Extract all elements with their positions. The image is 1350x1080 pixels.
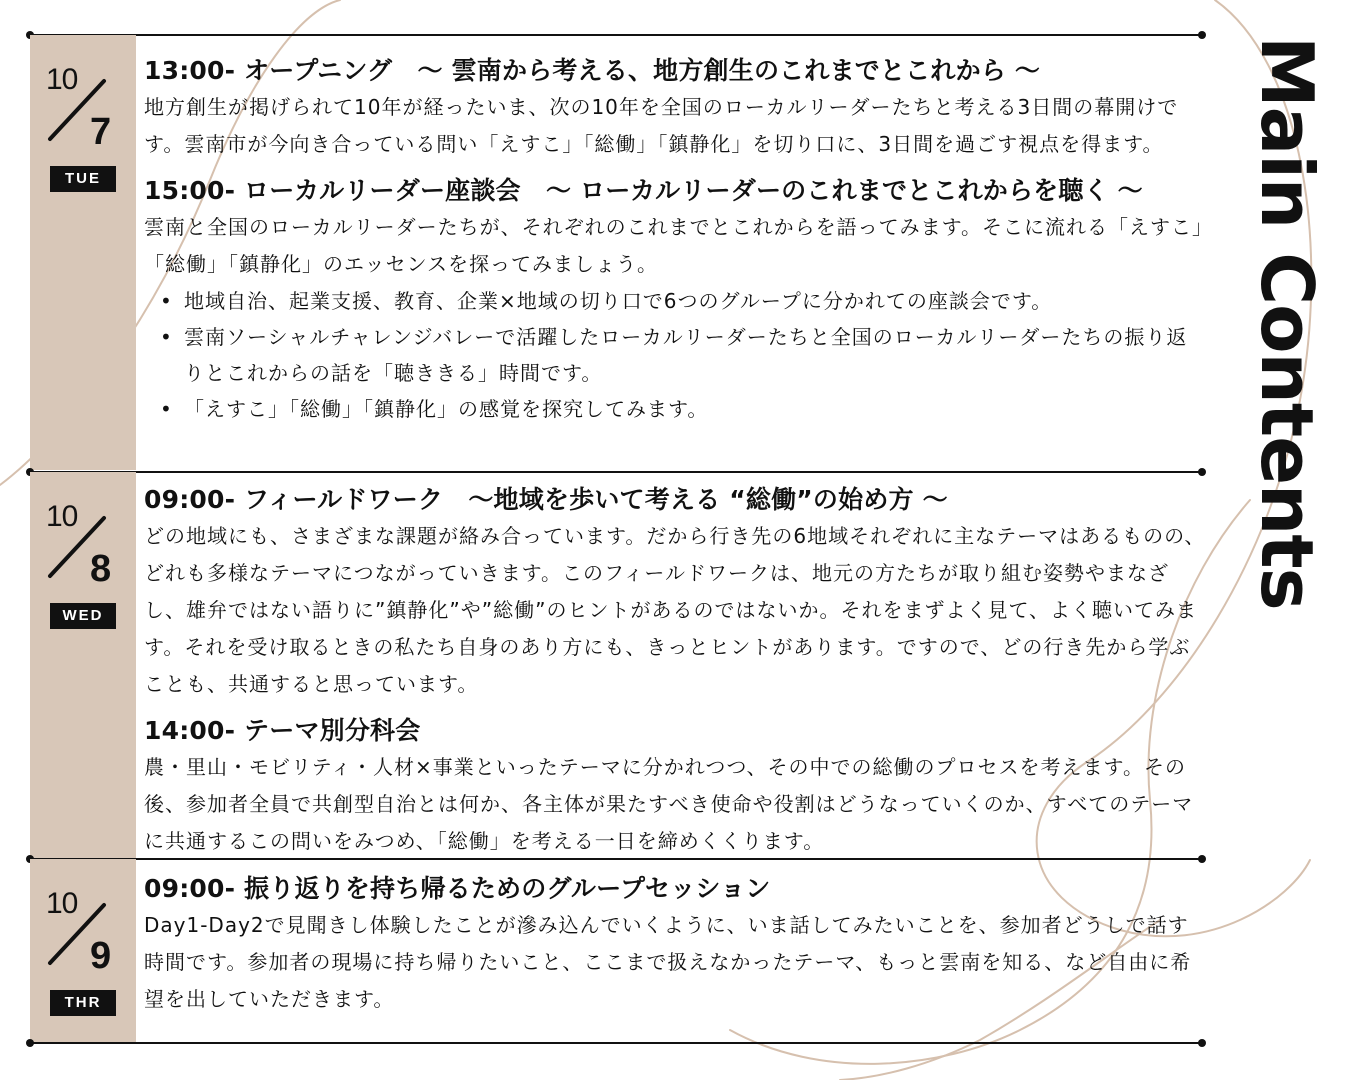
day-section-3 bbox=[30, 859, 1202, 1042]
session-description: Day1-Day2で見聞きし体験したことが滲み込んでいくように、いま話してみたいことを、参加者どうしで話す時間です。参加者の現場に持ち帰りたいこと、ここまで扱えなかったテーマ、もっと雲南を知る、など自由に希望を出していただきます。 bbox=[144, 913, 1192, 1011]
date-month: 10 bbox=[46, 887, 78, 920]
day-section-1 bbox=[30, 35, 1202, 470]
session-title: 14:00- テーマ別分科会 bbox=[144, 716, 421, 745]
day-of-week-badge: THR bbox=[50, 990, 116, 1016]
main-contents-heading: Main Contents bbox=[1245, 36, 1329, 610]
session-title: 13:00- オープニング ～ 雲南から考える、地方創生のこれまでとこれから ～ bbox=[144, 56, 1041, 85]
date-panel bbox=[30, 859, 136, 1042]
day-sessions bbox=[144, 482, 1206, 870]
session bbox=[144, 871, 1206, 1018]
date-month: 10 bbox=[46, 500, 78, 533]
session-description: 農・里山・モビリティ・人材×事業といったテーマに分かれつつ、その中での総働のプロセスを考えます。その後、参加者全員で共創型自治とは何か、各主体が果たすべき使命や役割はどうなっていくのか、すべてのテーマに共通するこの問いをみつめ、「総働」を考える一日を締めくくります。 bbox=[144, 755, 1194, 853]
day-section-2 bbox=[30, 472, 1206, 858]
session bbox=[144, 713, 1206, 860]
bullet-item: • 地域自治、起業支援、教育、企業×地域の切り口で6つのグループに分かれての座談会です。 bbox=[144, 283, 1206, 319]
session-title: 15:00- ローカルリーダー座談会 ～ ローカルリーダーのこれまでとこれからを聴く ～ bbox=[144, 176, 1143, 205]
day-of-week-badge: TUE bbox=[50, 166, 116, 192]
session bbox=[144, 53, 1206, 163]
bullet-item: • 雲南ソーシャルチャレンジバレーで活躍したローカルリーダーたちと全国のローカルリーダーたちの振り返りとこれからの話を「聴ききる」時間です。 bbox=[144, 319, 1206, 391]
date-day: 8 bbox=[90, 548, 112, 590]
session-title: 09:00- 振り返りを持ち帰るためのグループセッション bbox=[144, 874, 771, 903]
date-panel bbox=[30, 472, 136, 858]
bullet-list bbox=[144, 283, 1206, 427]
date-day: 7 bbox=[90, 111, 112, 153]
session bbox=[144, 482, 1206, 703]
session-description: 地方創生が掲げられて10年が経ったいま、次の10年を全国のローカルリーダーたちと考える3日間の幕開けです。雲南市が今向き合っている問い「えすこ」「総働」「鎮静化」を切り口に、3日間を過ごす視点を得ます。 bbox=[144, 95, 1179, 156]
session-description: どの地域にも、さまざまな課題が絡み合っています。だから行き先の6地域それぞれに主なテーマはあるものの、どれも多様なテーマにつながっていきます。このフィールドワークは、地元の方たちが取り組む姿勢やまなざし、雄弁ではない語りに”鎮静化”や”総働”のヒントがあるのではないか。それをまずよく見て、よく聴いてみます。それを受け取るときの私たち自身のあり方にも、きっとヒントがあります。ですので、どの行き先から学ぶことも、共通すると思っています。 bbox=[144, 524, 1206, 696]
session bbox=[144, 173, 1206, 427]
day-of-week-badge: WED bbox=[50, 603, 116, 629]
day-sessions bbox=[144, 53, 1206, 437]
date-month: 10 bbox=[46, 63, 78, 96]
date-panel bbox=[30, 35, 136, 470]
session-title: 09:00- フィールドワーク ～地域を歩いて考える “総働”の始め方 ～ bbox=[144, 485, 948, 514]
session-description: 雲南と全国のローカルリーダーたちが、それぞれのこれまでとこれからを語ってみます。そこに流れる「えすこ」「総働」「鎮静化」のエッセンスを探ってみましょう。 bbox=[144, 215, 1203, 276]
date-day: 9 bbox=[90, 935, 112, 977]
divider-bottom bbox=[30, 1042, 1202, 1044]
day-sessions bbox=[144, 871, 1206, 1028]
bullet-item: • 「えすこ」「総働」「鎮静化」の感覚を探究してみます。 bbox=[144, 391, 1206, 427]
